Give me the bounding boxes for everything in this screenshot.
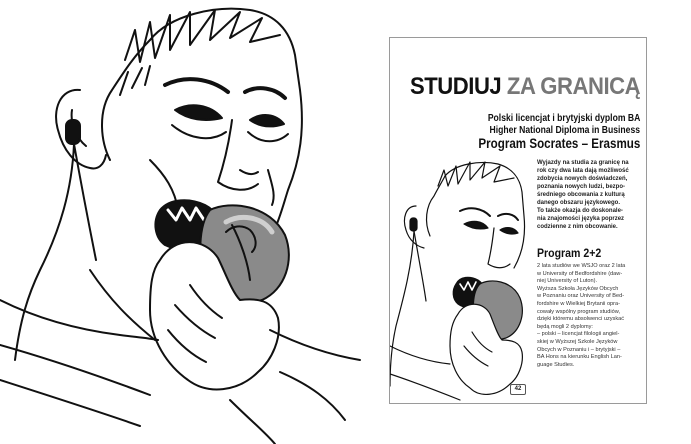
intro-line: danego obszaru językowego. (537, 200, 621, 206)
program-line: niej University of Luton). (537, 278, 598, 285)
subtitle-3: Program Socrates – Erasmus (478, 136, 640, 151)
program-line: cowały wspólny program studiów, (537, 308, 621, 315)
intro-paragraph (537, 159, 641, 231)
program-line: 2 lata studiów we WSJO oraz 2 lata (537, 263, 626, 269)
page-number: 42 (510, 384, 526, 395)
program-line: – polski – licencjat filologii angiel- (537, 331, 620, 338)
headline (410, 73, 641, 100)
program-line: guage Studies. (537, 361, 575, 368)
intro-line: codzienne z nim obcowanie. (537, 224, 618, 230)
intro-line: Wyjazdy na studia za granicę na (537, 160, 629, 166)
program-line: dzięki któremu absolwenci uzyskać (537, 316, 625, 323)
right-page (389, 37, 647, 404)
headline-part2: ZA GRANICĄ (506, 73, 641, 100)
intro-line: To także okazja do doskonale- (537, 208, 623, 214)
intro-line: rok czy dwa lata dają możliwość (537, 168, 629, 174)
intro-line: nia znajomości języka poprzez (537, 216, 625, 222)
program-line: Obcych w Poznaniu i – brytyjski – (537, 346, 621, 353)
subtitle-2: Higher National Diploma in Business (489, 125, 640, 136)
subtitle-1: Polski licencjat i brytyjski dyplom BA (487, 113, 640, 124)
program-line: BA Hons na kierunku English Lan- (537, 354, 622, 361)
program-title: Program 2+2 (537, 246, 602, 260)
program-line: będą mogli 2 dyplomy: (537, 323, 593, 330)
program-line: skiej w Wyższej Szkole Języków (537, 338, 618, 345)
right-page-illustration (390, 156, 540, 404)
program-line: w University of Bedfordshire (daw- (537, 270, 623, 277)
program-line: Wyższa Szkoła Języków Obcych (537, 285, 619, 292)
program-paragraph (537, 263, 647, 369)
program-line: w Poznaniu oraz University of Bed- (537, 293, 625, 300)
intro-line: poznania nowych ludzi, bezpo- (537, 184, 625, 190)
intro-line: średniego obcowania z kulturą (537, 192, 625, 198)
intro-line: zdobycia nowych doświadczeń, (537, 176, 628, 182)
program-line: fordshire w Wielkiej Brytanii opra- (537, 300, 620, 307)
headline-part1: STUDIUJ (410, 73, 502, 100)
